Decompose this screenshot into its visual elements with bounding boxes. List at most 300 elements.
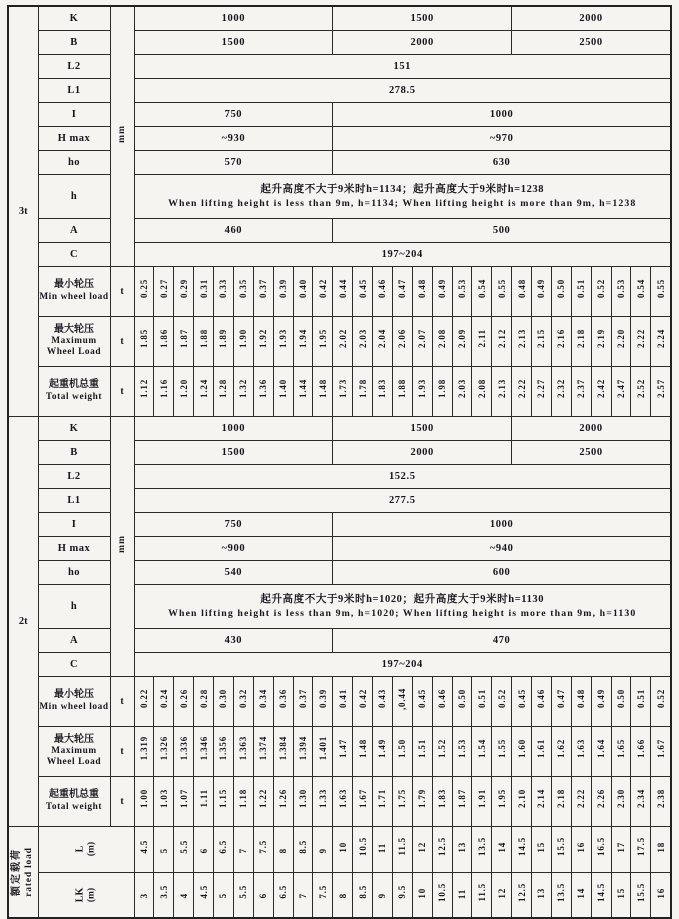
dim-value: 2500 bbox=[579, 36, 603, 48]
spec-table bbox=[7, 5, 672, 919]
value-cell bbox=[233, 776, 253, 826]
value-cell bbox=[551, 316, 571, 366]
dim-value: 197~204 bbox=[381, 248, 423, 260]
load-row-label bbox=[38, 316, 110, 366]
lifting-height-note-en: When lifting height is less than 9m, h=1020; When lifting height is more than 9m, h=1130 bbox=[168, 607, 637, 619]
value-cell bbox=[293, 316, 313, 366]
dim-value: 151 bbox=[393, 60, 412, 72]
span-value-cell bbox=[651, 826, 671, 872]
value-cell bbox=[631, 726, 651, 776]
value-cell bbox=[412, 266, 432, 316]
rotated-value: 6.5 bbox=[218, 839, 229, 854]
param-L2: L2 bbox=[38, 464, 110, 488]
span-value-cell bbox=[392, 872, 412, 918]
value-cell bbox=[313, 676, 333, 726]
dim-value: 1000 bbox=[221, 422, 246, 434]
rotated-value: 1.384 bbox=[278, 736, 289, 761]
rotated-value: 9 bbox=[317, 847, 328, 853]
rotated-value: 1.62 bbox=[556, 739, 567, 758]
span-value-cell bbox=[273, 872, 293, 918]
rotated-value: 4 bbox=[178, 893, 189, 899]
dim-value-cell bbox=[333, 30, 512, 54]
rotated-value: ,0.44 bbox=[397, 687, 408, 710]
rotated-value: 0.52 bbox=[496, 689, 507, 708]
rotated-value: 14.5 bbox=[596, 882, 607, 902]
value-cell bbox=[353, 266, 373, 316]
value-cell bbox=[591, 266, 611, 316]
value-cell bbox=[273, 366, 293, 416]
rotated-value: 0.51 bbox=[476, 689, 487, 708]
span-value-cell bbox=[492, 872, 512, 918]
section-label-2t: 2t bbox=[8, 416, 38, 826]
rotated-value: 2.18 bbox=[556, 789, 567, 808]
value-cell bbox=[353, 366, 373, 416]
value-cell bbox=[651, 676, 671, 726]
value-cell bbox=[532, 366, 552, 416]
span-value-cell bbox=[412, 872, 432, 918]
value-cell bbox=[432, 676, 452, 726]
rated-load-cn: 额定载荷 bbox=[11, 847, 23, 896]
rotated-value: 6.5 bbox=[278, 885, 289, 900]
span-value-cell bbox=[373, 872, 393, 918]
rotated-value: 18 bbox=[655, 842, 666, 853]
value-cell bbox=[492, 726, 512, 776]
span-value-cell bbox=[194, 826, 214, 872]
rotated-value: 2.37 bbox=[576, 379, 587, 398]
value-cell bbox=[253, 266, 273, 316]
rotated-value: 1.98 bbox=[437, 379, 448, 398]
dim-value-cell bbox=[134, 464, 671, 488]
span-value-cell bbox=[432, 826, 452, 872]
span-value-cell bbox=[253, 872, 273, 918]
value-cell bbox=[273, 726, 293, 776]
value-cell bbox=[333, 776, 353, 826]
value-cell bbox=[233, 676, 253, 726]
rotated-value: 0.47 bbox=[556, 689, 567, 708]
value-cell bbox=[333, 726, 353, 776]
rotated-value: 16 bbox=[576, 842, 587, 853]
value-cell bbox=[233, 726, 253, 776]
value-cell bbox=[353, 316, 373, 366]
value-cell bbox=[512, 726, 532, 776]
value-cell bbox=[313, 366, 333, 416]
dim-value-cell bbox=[333, 102, 671, 126]
load-row bbox=[8, 726, 671, 776]
dim-row bbox=[8, 218, 671, 242]
rotated-value: 1.63 bbox=[337, 789, 348, 808]
span-value-cell bbox=[313, 872, 333, 918]
rotated-value: 0.55 bbox=[655, 279, 666, 298]
rotated-value: 0.54 bbox=[476, 279, 487, 298]
dim-value-cell bbox=[333, 126, 671, 150]
rotated-value: 15.5 bbox=[556, 837, 567, 856]
span-value-cell bbox=[313, 826, 333, 872]
dim-value-cell bbox=[134, 102, 333, 126]
value-cell bbox=[492, 316, 512, 366]
rotated-value: 1.53 bbox=[456, 739, 467, 758]
value-cell bbox=[512, 266, 532, 316]
span-label-L bbox=[38, 826, 134, 872]
value-cell bbox=[611, 776, 631, 826]
value-cell bbox=[571, 266, 591, 316]
rotated-value: 1.61 bbox=[536, 739, 547, 758]
rotated-value: 1.336 bbox=[178, 736, 189, 761]
value-cell bbox=[233, 316, 253, 366]
value-cell bbox=[651, 266, 671, 316]
value-cell bbox=[412, 366, 432, 416]
rotated-value: 1.07 bbox=[178, 789, 189, 808]
rotated-value: 7 bbox=[238, 847, 249, 853]
dim-row bbox=[8, 440, 671, 464]
value-cell bbox=[233, 366, 253, 416]
value-cell bbox=[591, 676, 611, 726]
rotated-value: 0.37 bbox=[258, 279, 269, 298]
rotated-value: 0.48 bbox=[576, 689, 587, 708]
rotated-value: 8.5 bbox=[357, 885, 368, 900]
rated-load-rotated bbox=[11, 847, 35, 896]
dim-row bbox=[8, 560, 671, 584]
rotated-value: 2.15 bbox=[536, 329, 547, 348]
span-value-cell bbox=[233, 826, 253, 872]
value-cell bbox=[412, 776, 432, 826]
value-cell bbox=[373, 366, 393, 416]
rotated-value: 1.78 bbox=[357, 379, 368, 398]
dim-row bbox=[8, 416, 671, 440]
span-value-cell bbox=[651, 872, 671, 918]
value-cell bbox=[392, 726, 412, 776]
param-H-max: H max bbox=[38, 536, 110, 560]
span-value-cell bbox=[174, 826, 194, 872]
dim-value-cell bbox=[333, 560, 671, 584]
span-value-cell bbox=[452, 826, 472, 872]
span-value-cell bbox=[512, 872, 532, 918]
value-cell bbox=[253, 676, 273, 726]
param-L1: L1 bbox=[38, 78, 110, 102]
dim-value: 1500 bbox=[410, 422, 434, 434]
rotated-value: 1.95 bbox=[317, 329, 328, 348]
value-cell bbox=[313, 316, 333, 366]
dim-value-cell bbox=[134, 78, 671, 102]
rotated-value: 0.53 bbox=[456, 279, 467, 298]
value-cell bbox=[611, 726, 631, 776]
dim-row bbox=[8, 652, 671, 676]
rotated-value: 6 bbox=[258, 893, 269, 899]
rotated-value: 0.32 bbox=[238, 689, 249, 708]
rotated-value: 0.52 bbox=[596, 279, 607, 298]
param-K: K bbox=[38, 416, 110, 440]
dim-value: ~900 bbox=[221, 542, 246, 554]
load-row bbox=[8, 266, 671, 316]
value-cell bbox=[551, 366, 571, 416]
value-cell bbox=[194, 366, 214, 416]
value-cell bbox=[571, 676, 591, 726]
rotated-value: 2.22 bbox=[635, 329, 646, 348]
rotated-value: 15 bbox=[615, 888, 626, 899]
value-cell bbox=[432, 316, 452, 366]
value-cell bbox=[134, 726, 154, 776]
value-cell bbox=[373, 776, 393, 826]
dim-value: 277.5 bbox=[388, 494, 416, 506]
value-cell bbox=[194, 316, 214, 366]
span-value-cell bbox=[452, 872, 472, 918]
value-cell bbox=[392, 316, 412, 366]
rotated-value: 3 bbox=[138, 893, 149, 899]
value-cell bbox=[611, 676, 631, 726]
rotated-value: 1.11 bbox=[198, 789, 209, 808]
rotated-value: 0.45 bbox=[516, 689, 527, 708]
rotated-value: 2.20 bbox=[615, 329, 626, 348]
rotated-value: 1.49 bbox=[377, 739, 388, 758]
rotated-value: 12 bbox=[496, 888, 507, 899]
rotated-value: 1.32 bbox=[238, 379, 249, 398]
value-cell bbox=[452, 776, 472, 826]
rotated-value: 10 bbox=[417, 888, 428, 899]
value-cell bbox=[631, 316, 651, 366]
rotated-value: 2.22 bbox=[576, 789, 587, 808]
rotated-value: 0.26 bbox=[178, 689, 189, 708]
rotated-value: 0.40 bbox=[297, 279, 308, 298]
rotated-value: 1.33 bbox=[317, 789, 328, 808]
rotated-value: 13.5 bbox=[556, 882, 567, 902]
value-cell bbox=[452, 676, 472, 726]
unit-t-label: t bbox=[110, 266, 134, 316]
value-cell bbox=[651, 726, 671, 776]
rotated-value: 2.30 bbox=[615, 789, 626, 808]
span-value-cell bbox=[512, 826, 532, 872]
dim-value-cell bbox=[512, 416, 671, 440]
value-cell bbox=[532, 316, 552, 366]
dim-value: 500 bbox=[492, 224, 511, 236]
value-cell bbox=[631, 676, 651, 726]
span-label-rotated bbox=[74, 842, 97, 856]
rotated-value: 7 bbox=[297, 893, 308, 899]
rotated-value: 15 bbox=[536, 842, 547, 853]
dim-value-cell bbox=[134, 488, 671, 512]
value-cell bbox=[253, 776, 273, 826]
dim-value-cell bbox=[134, 54, 671, 78]
rotated-value: 2.32 bbox=[556, 379, 567, 398]
value-cell bbox=[174, 316, 194, 366]
span-value-cell bbox=[492, 826, 512, 872]
value-cell bbox=[591, 776, 611, 826]
value-cell bbox=[472, 776, 492, 826]
dim-row bbox=[8, 54, 671, 78]
value-cell bbox=[154, 676, 174, 726]
rotated-value: 14 bbox=[576, 888, 587, 899]
value-cell bbox=[253, 366, 273, 416]
param-A: A bbox=[38, 218, 110, 242]
footer-row bbox=[8, 872, 671, 918]
value-cell bbox=[293, 266, 313, 316]
rotated-value: 0.55 bbox=[496, 279, 507, 298]
value-cell bbox=[631, 366, 651, 416]
span-value-cell bbox=[631, 826, 651, 872]
rotated-value: 0.50 bbox=[556, 279, 567, 298]
dim-row bbox=[8, 78, 671, 102]
lifting-height-note-cn: 起升高度不大于9米时h=1134；起升高度大于9米时h=1238 bbox=[260, 183, 545, 195]
rated-load-en: rated load bbox=[23, 847, 34, 897]
dim-row bbox=[8, 174, 671, 218]
rotated-value: 2.38 bbox=[655, 789, 666, 808]
load-label-en: Total weight bbox=[45, 801, 103, 812]
rotated-value: 2.07 bbox=[417, 329, 428, 348]
load-label-cn: 起重机总重 bbox=[49, 789, 99, 801]
param-K: K bbox=[38, 6, 110, 30]
rotated-value: 5 bbox=[218, 893, 229, 899]
load-row bbox=[8, 776, 671, 826]
rotated-value: 11.5 bbox=[397, 837, 408, 856]
value-cell bbox=[313, 266, 333, 316]
dim-value-cell bbox=[333, 416, 512, 440]
dim-value-cell bbox=[333, 628, 671, 652]
rotated-value: 0.36 bbox=[278, 689, 289, 708]
rotated-value: 0.54 bbox=[635, 279, 646, 298]
value-cell bbox=[154, 316, 174, 366]
value-cell bbox=[333, 366, 353, 416]
value-cell bbox=[532, 266, 552, 316]
rotated-value: 0.46 bbox=[377, 279, 388, 298]
footer-row bbox=[8, 826, 671, 872]
value-cell bbox=[591, 316, 611, 366]
rotated-value: 16 bbox=[655, 888, 666, 899]
rotated-value: 1.54 bbox=[476, 739, 487, 758]
rotated-value: 0.51 bbox=[576, 279, 587, 298]
value-cell bbox=[591, 366, 611, 416]
value-cell bbox=[432, 366, 452, 416]
rotated-value: 0.52 bbox=[655, 689, 666, 708]
dim-row bbox=[8, 512, 671, 536]
rotated-value: 0.50 bbox=[456, 689, 467, 708]
load-label-cn: 起重机总重 bbox=[49, 379, 99, 391]
rotated-value: 0.48 bbox=[516, 279, 527, 298]
value-cell bbox=[333, 316, 353, 366]
value-cell bbox=[214, 726, 234, 776]
value-cell bbox=[214, 266, 234, 316]
span-value-cell bbox=[472, 872, 492, 918]
span-value-cell bbox=[214, 826, 234, 872]
rotated-value: 1.394 bbox=[297, 736, 308, 761]
dim-value-cell bbox=[333, 440, 512, 464]
value-cell bbox=[154, 776, 174, 826]
dim-value: 152.5 bbox=[388, 470, 416, 482]
span-value-cell bbox=[472, 826, 492, 872]
rotated-value: 14 bbox=[496, 842, 507, 853]
rotated-value: 1.346 bbox=[198, 736, 209, 761]
rotated-value: 0.46 bbox=[536, 689, 547, 708]
dim-value-cell bbox=[134, 628, 333, 652]
value-cell bbox=[591, 726, 611, 776]
rotated-value: 1.67 bbox=[357, 789, 368, 808]
rotated-value: 0.29 bbox=[178, 279, 189, 298]
load-label-en: Total weight bbox=[45, 391, 103, 402]
param-ho: ho bbox=[38, 150, 110, 174]
rotated-value: 1.94 bbox=[297, 329, 308, 348]
rotated-value: 1.12 bbox=[138, 379, 149, 398]
dim-value-cell bbox=[134, 218, 333, 242]
span-value-cell bbox=[353, 826, 373, 872]
value-cell bbox=[253, 316, 273, 366]
rotated-value: 1.26 bbox=[278, 789, 289, 808]
rotated-value: 0.41 bbox=[337, 689, 348, 708]
value-cell bbox=[412, 316, 432, 366]
rotated-value: 1.00 bbox=[138, 789, 149, 808]
dim-value-cell bbox=[512, 6, 671, 30]
rotated-value: 0.33 bbox=[218, 279, 229, 298]
value-cell bbox=[353, 776, 373, 826]
param-h: h bbox=[38, 174, 110, 218]
rotated-value: 1.93 bbox=[278, 329, 289, 348]
param-L1: L1 bbox=[38, 488, 110, 512]
dim-value: 2000 bbox=[579, 12, 603, 24]
value-cell bbox=[333, 676, 353, 726]
dim-value: 540 bbox=[224, 566, 243, 578]
value-cell bbox=[611, 366, 631, 416]
value-cell bbox=[154, 266, 174, 316]
load-row-label bbox=[38, 726, 110, 776]
rotated-value: 2.16 bbox=[556, 329, 567, 348]
rotated-value: 10.5 bbox=[357, 837, 368, 856]
dim-value-cell bbox=[134, 512, 333, 536]
rotated-value: 2.22 bbox=[516, 379, 527, 398]
dim-value: 1500 bbox=[221, 446, 246, 458]
dim-value-cell bbox=[134, 30, 333, 54]
rotated-value: 1.88 bbox=[397, 379, 408, 398]
dim-row bbox=[8, 242, 671, 266]
unit-t-label: t bbox=[110, 776, 134, 826]
dim-value: ~930 bbox=[221, 132, 246, 144]
value-cell bbox=[134, 316, 154, 366]
rotated-value: 11 bbox=[377, 842, 388, 853]
span-value-cell bbox=[571, 872, 591, 918]
rotated-value: 1.30 bbox=[297, 789, 308, 808]
unit-t-label: t bbox=[110, 676, 134, 726]
param-ho: ho bbox=[38, 560, 110, 584]
span-value-cell bbox=[353, 872, 373, 918]
value-cell bbox=[551, 726, 571, 776]
value-cell bbox=[154, 726, 174, 776]
rotated-value: 1.363 bbox=[238, 736, 249, 761]
dim-row bbox=[8, 628, 671, 652]
rotated-value: 2.08 bbox=[437, 329, 448, 348]
dim-value-cell bbox=[134, 150, 333, 174]
rotated-value: 5.5 bbox=[238, 885, 249, 900]
value-cell bbox=[492, 676, 512, 726]
rotated-value: 1.89 bbox=[218, 329, 229, 348]
value-cell bbox=[571, 776, 591, 826]
rotated-value: 0.49 bbox=[596, 689, 607, 708]
rotated-value: 1.16 bbox=[158, 379, 169, 398]
rotated-value: 2.27 bbox=[536, 379, 547, 398]
dim-row bbox=[8, 150, 671, 174]
value-cell bbox=[253, 726, 273, 776]
load-label-en: Min wheel load bbox=[39, 291, 109, 302]
dim-row bbox=[8, 584, 671, 628]
span-value-cell bbox=[551, 872, 571, 918]
rotated-value: 2.18 bbox=[576, 329, 587, 348]
span-value-cell bbox=[194, 872, 214, 918]
value-cell bbox=[472, 316, 492, 366]
value-cell bbox=[353, 726, 373, 776]
rotated-value: 1.65 bbox=[615, 739, 626, 758]
rotated-value: 1.63 bbox=[576, 739, 587, 758]
rotated-value: 1.75 bbox=[397, 789, 408, 808]
param-C: C bbox=[38, 242, 110, 266]
mm-vertical-label: mm bbox=[117, 534, 127, 553]
rotated-value: 1.87 bbox=[456, 789, 467, 808]
rotated-value: 2.02 bbox=[337, 329, 348, 348]
rotated-value: 2.03 bbox=[456, 379, 467, 398]
rotated-value: 1.319 bbox=[138, 736, 149, 761]
